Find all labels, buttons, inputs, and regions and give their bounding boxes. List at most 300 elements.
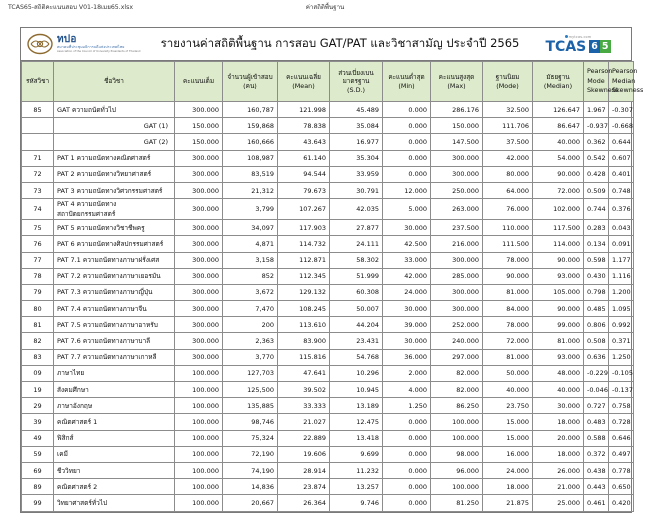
cell-pmd: 1.177 xyxy=(609,252,634,268)
cell-mode: 76.000 xyxy=(483,199,533,220)
cell-min: 4.000 xyxy=(383,382,431,398)
cell-min: 36.000 xyxy=(383,349,431,365)
cell-code: 99 xyxy=(22,495,54,511)
cell-min: 1.250 xyxy=(383,398,431,414)
cell-pms: -0.937 xyxy=(584,118,609,134)
cell-median: 40.000 xyxy=(533,134,584,150)
cell-mean: 33.333 xyxy=(278,398,330,414)
cell-count: 3,672 xyxy=(223,284,278,300)
cell-full: 300.000 xyxy=(175,268,223,284)
cell-sd: 23.431 xyxy=(330,333,383,349)
cell-min: 5.000 xyxy=(383,199,431,220)
column-header-median: มัธยฐาน (Median) xyxy=(533,62,584,102)
cell-pmd: 1.200 xyxy=(609,284,634,300)
cupt-logo xyxy=(21,28,149,61)
cell-sd: 10.296 xyxy=(330,365,383,381)
cell-code xyxy=(22,118,54,134)
cell-mode: 21.875 xyxy=(483,495,533,511)
cell-median: 20.000 xyxy=(533,430,584,446)
cell-max: 81.250 xyxy=(431,495,483,511)
cell-pmd: 0.043 xyxy=(609,220,634,236)
cell-mean: 43.643 xyxy=(278,134,330,150)
column-header-pms: Pearson Mode Skewness xyxy=(584,62,609,102)
cell-mode: 15.000 xyxy=(483,430,533,446)
cell-max: 98.000 xyxy=(431,446,483,462)
cell-sd: 13.257 xyxy=(330,479,383,495)
cell-median: 26.000 xyxy=(533,462,584,478)
cell-min: 0.000 xyxy=(383,166,431,182)
cell-mean: 79.673 xyxy=(278,182,330,198)
cell-mean: 78.838 xyxy=(278,118,330,134)
cell-full: 300.000 xyxy=(175,220,223,236)
cell-min: 12.000 xyxy=(383,182,431,198)
cell-pms: 0.636 xyxy=(584,349,609,365)
cell-pms: 0.283 xyxy=(584,220,609,236)
cell-mode: 80.000 xyxy=(483,166,533,182)
cell-pms: 0.443 xyxy=(584,479,609,495)
tcas-year-badge xyxy=(589,40,610,53)
tcas-logo xyxy=(531,28,631,61)
cell-max: 150.000 xyxy=(431,118,483,134)
cell-full: 300.000 xyxy=(175,199,223,220)
table-row xyxy=(22,317,634,333)
cell-name: คณิตศาสตร์ 1 xyxy=(54,414,175,430)
cell-min: 0.000 xyxy=(383,150,431,166)
cell-full: 300.000 xyxy=(175,166,223,182)
table-row xyxy=(22,150,634,166)
cell-min: 0.000 xyxy=(383,462,431,478)
cupt-subtitle-en: Association of the Council of University Presidents of Thailand xyxy=(57,49,141,53)
cell-name: ภาษาอังกฤษ xyxy=(54,398,175,414)
cell-min: 24.000 xyxy=(383,284,431,300)
cell-mean: 61.140 xyxy=(278,150,330,166)
cell-median: 102.000 xyxy=(533,199,584,220)
cell-sd: 13.418 xyxy=(330,430,383,446)
cell-count: 159,868 xyxy=(223,118,278,134)
cell-median: 99.000 xyxy=(533,317,584,333)
cell-pmd: 0.401 xyxy=(609,166,634,182)
tcas-year-badge-left: 6 xyxy=(591,40,598,52)
cell-count: 4,871 xyxy=(223,236,278,252)
cell-sd: 51.999 xyxy=(330,268,383,284)
cell-pms: 0.806 xyxy=(584,317,609,333)
cell-pmd: 0.748 xyxy=(609,182,634,198)
cell-sd: 27.877 xyxy=(330,220,383,236)
cell-pmd: 0.646 xyxy=(609,430,634,446)
cell-name: PAT 7.1 ความถนัดทางภาษาฝรั่งเศส xyxy=(54,252,175,268)
workbook-file-name: TCAS65-สถิติคะแนนสอบ V01-18เมย65.xlsx xyxy=(8,4,133,11)
cell-median: 72.000 xyxy=(533,182,584,198)
cell-full: 100.000 xyxy=(175,462,223,478)
cell-name: ฟิสิกส์ xyxy=(54,430,175,446)
cell-mode: 90.000 xyxy=(483,268,533,284)
cell-pmd: 0.992 xyxy=(609,317,634,333)
cell-code: 89 xyxy=(22,479,54,495)
tcas-wordmark-row xyxy=(546,40,611,54)
table-row xyxy=(22,430,634,446)
table-body xyxy=(22,102,634,512)
cell-median: 48.000 xyxy=(533,365,584,381)
cell-name: วิทยาศาสตร์ทั่วไป xyxy=(54,495,175,511)
cell-mean: 39.502 xyxy=(278,382,330,398)
cell-count: 21,312 xyxy=(223,182,278,198)
cell-mean: 108.245 xyxy=(278,301,330,317)
cell-mode: 111.500 xyxy=(483,236,533,252)
table-row xyxy=(22,414,634,430)
cell-code: 59 xyxy=(22,446,54,462)
cell-max: 100.000 xyxy=(431,414,483,430)
cell-sd: 11.232 xyxy=(330,462,383,478)
cell-median: 117.500 xyxy=(533,220,584,236)
cell-sd: 45.489 xyxy=(330,102,383,118)
cell-mean: 113.610 xyxy=(278,317,330,333)
cell-full: 300.000 xyxy=(175,284,223,300)
cell-count: 135,885 xyxy=(223,398,278,414)
cell-count: 74,190 xyxy=(223,462,278,478)
cell-mean: 28.914 xyxy=(278,462,330,478)
cell-median: 30.000 xyxy=(533,398,584,414)
cell-median: 114.000 xyxy=(533,236,584,252)
cell-mean: 107.267 xyxy=(278,199,330,220)
cell-min: 30.000 xyxy=(383,301,431,317)
cell-median: 18.000 xyxy=(533,446,584,462)
cell-code: 29 xyxy=(22,398,54,414)
table-row xyxy=(22,398,634,414)
cell-count: 160,787 xyxy=(223,102,278,118)
table-row xyxy=(22,252,634,268)
cell-sd: 50.007 xyxy=(330,301,383,317)
cell-name: สังคมศึกษา xyxy=(54,382,175,398)
cell-count: 7,470 xyxy=(223,301,278,317)
table-row xyxy=(22,182,634,198)
cell-mode: 16.000 xyxy=(483,446,533,462)
cell-mode: 78.000 xyxy=(483,252,533,268)
table-row xyxy=(22,268,634,284)
cell-pmd: 1.095 xyxy=(609,301,634,317)
cell-mode: 84.000 xyxy=(483,301,533,317)
cell-sd: 60.308 xyxy=(330,284,383,300)
table-row xyxy=(22,333,634,349)
table-header-row xyxy=(22,62,634,102)
cell-min: 33.000 xyxy=(383,252,431,268)
cell-min: 0.000 xyxy=(383,134,431,150)
cell-code: 74 xyxy=(22,199,54,220)
cell-mode: 81.000 xyxy=(483,284,533,300)
cell-pmd: -0.668 xyxy=(609,118,634,134)
cell-pmd: 0.728 xyxy=(609,414,634,430)
table-row xyxy=(22,199,634,220)
cell-min: 30.000 xyxy=(383,333,431,349)
cell-max: 300.000 xyxy=(431,284,483,300)
cell-median: 93.000 xyxy=(533,349,584,365)
cell-full: 300.000 xyxy=(175,349,223,365)
cell-full: 300.000 xyxy=(175,252,223,268)
cell-min: 42.000 xyxy=(383,268,431,284)
cell-median: 90.000 xyxy=(533,301,584,317)
cell-pms: 0.744 xyxy=(584,199,609,220)
cell-pms: 1.967 xyxy=(584,102,609,118)
cell-sd: 35.304 xyxy=(330,150,383,166)
cell-name: PAT 6 ความถนัดทางศิลปกรรมศาสตร์ xyxy=(54,236,175,252)
cell-sd: 58.302 xyxy=(330,252,383,268)
cell-pmd: 0.420 xyxy=(609,495,634,511)
cell-count: 200 xyxy=(223,317,278,333)
column-header-name: ชื่อวิชา xyxy=(54,62,175,102)
cell-mean: 22.889 xyxy=(278,430,330,446)
cell-pmd: 1.250 xyxy=(609,349,634,365)
cell-mean: 112.871 xyxy=(278,252,330,268)
cell-code: 39 xyxy=(22,414,54,430)
cell-name: GAT ความถนัดทั่วไป xyxy=(54,102,175,118)
cell-max: 82.000 xyxy=(431,382,483,398)
cell-full: 300.000 xyxy=(175,317,223,333)
cell-pms: 0.372 xyxy=(584,446,609,462)
cell-count: 14,836 xyxy=(223,479,278,495)
cell-mode: 15.000 xyxy=(483,414,533,430)
cell-mode: 24.000 xyxy=(483,462,533,478)
cell-min: 0.000 xyxy=(383,495,431,511)
cell-pmd: 0.376 xyxy=(609,199,634,220)
report-title: รายงานค่าสถิติพื้นฐาน การสอบ GAT/PAT และวิชาสามัญ ประจำปี 2565 xyxy=(160,36,520,50)
cell-pmd: -0.137 xyxy=(609,382,634,398)
cell-full: 100.000 xyxy=(175,446,223,462)
cell-sd: 54.768 xyxy=(330,349,383,365)
cell-count: 83,519 xyxy=(223,166,278,182)
cell-mode: 78.000 xyxy=(483,317,533,333)
cell-pms: 0.485 xyxy=(584,301,609,317)
cell-full: 100.000 xyxy=(175,479,223,495)
cell-pms: 0.542 xyxy=(584,150,609,166)
cell-count: 108,987 xyxy=(223,150,278,166)
cell-pms: 0.598 xyxy=(584,252,609,268)
cell-mode: 40.000 xyxy=(483,382,533,398)
cell-full: 300.000 xyxy=(175,236,223,252)
cell-count: 75,324 xyxy=(223,430,278,446)
cell-pmd: 1.116 xyxy=(609,268,634,284)
cell-sd: 24.111 xyxy=(330,236,383,252)
cell-code: 75 xyxy=(22,220,54,236)
cell-pmd: 0.091 xyxy=(609,236,634,252)
cell-sd: 35.084 xyxy=(330,118,383,134)
cell-full: 100.000 xyxy=(175,382,223,398)
cell-max: 286.176 xyxy=(431,102,483,118)
column-header-count: จำนวนผู้เข้าสอบ (คน) xyxy=(223,62,278,102)
cell-name: PAT 2 ความถนัดทางวิทยาศาสตร์ xyxy=(54,166,175,182)
cell-pms: 0.727 xyxy=(584,398,609,414)
table-row xyxy=(22,462,634,478)
cell-min: 0.000 xyxy=(383,102,431,118)
cell-sd: 9.699 xyxy=(330,446,383,462)
cell-min: 39.000 xyxy=(383,317,431,333)
cell-full: 300.000 xyxy=(175,150,223,166)
cell-count: 20,667 xyxy=(223,495,278,511)
cell-max: 82.000 xyxy=(431,365,483,381)
cell-count: 3,158 xyxy=(223,252,278,268)
cell-min: 0.000 xyxy=(383,414,431,430)
cell-mode: 81.000 xyxy=(483,349,533,365)
cell-max: 147.500 xyxy=(431,134,483,150)
cell-full: 150.000 xyxy=(175,134,223,150)
cell-pms: 0.509 xyxy=(584,182,609,198)
cell-pmd: 0.497 xyxy=(609,446,634,462)
cell-mode: 72.000 xyxy=(483,333,533,349)
cell-pms: 0.483 xyxy=(584,414,609,430)
cell-name: GAT (2) xyxy=(54,134,175,150)
cell-mean: 26.364 xyxy=(278,495,330,511)
cell-count: 34,097 xyxy=(223,220,278,236)
table-row xyxy=(22,479,634,495)
cell-pms: -0.229 xyxy=(584,365,609,381)
cell-code: 81 xyxy=(22,317,54,333)
cell-name: PAT 4 ความถนัดทางสถาปัตยกรรมศาสตร์ xyxy=(54,199,175,220)
cell-sd: 44.204 xyxy=(330,317,383,333)
cell-mean: 21.027 xyxy=(278,414,330,430)
worksheet-name: ค่าสถิติพื้นฐาน xyxy=(305,4,345,11)
column-header-mean: คะแนนเฉลี่ย (Mean) xyxy=(278,62,330,102)
cell-median: 86.647 xyxy=(533,118,584,134)
table-row xyxy=(22,301,634,317)
cell-median: 81.000 xyxy=(533,333,584,349)
cell-median: 40.000 xyxy=(533,382,584,398)
cell-sd: 10.945 xyxy=(330,382,383,398)
tcas-site-text: mytcas.com xyxy=(568,34,592,39)
cell-min: 42.500 xyxy=(383,236,431,252)
cell-code: 69 xyxy=(22,462,54,478)
globe-icon xyxy=(565,35,568,38)
cell-median: 54.000 xyxy=(533,150,584,166)
column-header-pmd: Pearson Median Skewness xyxy=(609,62,634,102)
cell-name: PAT 3 ความถนัดทางวิศวกรรมศาสตร์ xyxy=(54,182,175,198)
cell-max: 86.250 xyxy=(431,398,483,414)
cell-mean: 114.732 xyxy=(278,236,330,252)
cell-min: 0.000 xyxy=(383,479,431,495)
cupt-subtitle-th: สมาคมที่ประชุมอธิการบดีแห่งประเทศไทย xyxy=(57,45,125,50)
cell-code: 76 xyxy=(22,236,54,252)
cell-pms: 0.508 xyxy=(584,333,609,349)
cell-mode: 37.500 xyxy=(483,134,533,150)
cell-pms: 0.588 xyxy=(584,430,609,446)
cell-count: 125,500 xyxy=(223,382,278,398)
cell-mean: 121.998 xyxy=(278,102,330,118)
cell-median: 93.000 xyxy=(533,268,584,284)
cell-name: PAT 7.4 ความถนัดทางภาษาจีน xyxy=(54,301,175,317)
cell-count: 2,363 xyxy=(223,333,278,349)
cell-max: 252.000 xyxy=(431,317,483,333)
cell-name: PAT 1 ความถนัดทางคณิตศาสตร์ xyxy=(54,150,175,166)
column-header-mode: ฐานนิยม (Mode) xyxy=(483,62,533,102)
cell-mean: 115.816 xyxy=(278,349,330,365)
cell-max: 300.000 xyxy=(431,166,483,182)
column-header-sd: ส่วนเบี่ยงเบน มาตรฐาน (S.D.) xyxy=(330,62,383,102)
cell-max: 100.000 xyxy=(431,430,483,446)
table-row xyxy=(22,349,634,365)
cell-median: 126.647 xyxy=(533,102,584,118)
cell-name: ชีววิทยา xyxy=(54,462,175,478)
cell-full: 300.000 xyxy=(175,333,223,349)
cell-count: 160,666 xyxy=(223,134,278,150)
statistics-table xyxy=(21,61,644,512)
table-row xyxy=(22,236,634,252)
cell-min: 2.000 xyxy=(383,365,431,381)
cell-code xyxy=(22,134,54,150)
tcas-year-badge-right: 5 xyxy=(601,40,609,52)
cell-mode: 42.000 xyxy=(483,150,533,166)
cell-count: 127,703 xyxy=(223,365,278,381)
cell-name: คณิตศาสตร์ 2 xyxy=(54,479,175,495)
cell-code: 82 xyxy=(22,333,54,349)
cell-pmd: -0.307 xyxy=(609,102,634,118)
report-title-band xyxy=(21,28,631,61)
cell-pmd: 0.650 xyxy=(609,479,634,495)
cell-count: 3,799 xyxy=(223,199,278,220)
cell-median: 105.000 xyxy=(533,284,584,300)
print-header xyxy=(0,2,650,16)
cell-pms: -0.046 xyxy=(584,382,609,398)
cell-full: 100.000 xyxy=(175,365,223,381)
cell-pms: 0.430 xyxy=(584,268,609,284)
tcas-site-label xyxy=(565,35,592,39)
cell-full: 100.000 xyxy=(175,495,223,511)
cell-sd: 12.475 xyxy=(330,414,383,430)
cell-mode: 111.706 xyxy=(483,118,533,134)
cell-sd: 16.977 xyxy=(330,134,383,150)
cell-pmd: 0.778 xyxy=(609,462,634,478)
cell-code: 73 xyxy=(22,182,54,198)
cell-pmd: 0.371 xyxy=(609,333,634,349)
cell-code: 72 xyxy=(22,166,54,182)
cell-name: ภาษาไทย xyxy=(54,365,175,381)
cell-full: 300.000 xyxy=(175,301,223,317)
cell-code: 78 xyxy=(22,268,54,284)
cell-code: 79 xyxy=(22,284,54,300)
cell-code: 09 xyxy=(22,365,54,381)
cell-full: 100.000 xyxy=(175,430,223,446)
cell-code: 19 xyxy=(22,382,54,398)
cell-mode: 18.000 xyxy=(483,479,533,495)
cell-mean: 47.641 xyxy=(278,365,330,381)
table-row xyxy=(22,220,634,236)
table-row xyxy=(22,382,634,398)
cell-sd: 13.189 xyxy=(330,398,383,414)
cell-max: 250.000 xyxy=(431,182,483,198)
cell-max: 300.000 xyxy=(431,150,483,166)
cell-count: 3,770 xyxy=(223,349,278,365)
cell-name: GAT (1) xyxy=(54,118,175,134)
cell-mode: 110.000 xyxy=(483,220,533,236)
cell-name: PAT 7.2 ความถนัดทางภาษาเยอรมัน xyxy=(54,268,175,284)
cell-full: 300.000 xyxy=(175,102,223,118)
cell-mean: 94.544 xyxy=(278,166,330,182)
cell-mean: 23.874 xyxy=(278,479,330,495)
cell-code: 49 xyxy=(22,430,54,446)
table-row xyxy=(22,495,634,511)
cell-sd: 42.035 xyxy=(330,199,383,220)
cell-pms: 0.428 xyxy=(584,166,609,182)
cell-max: 300.000 xyxy=(431,301,483,317)
cell-sd: 30.791 xyxy=(330,182,383,198)
cell-pms: 0.798 xyxy=(584,284,609,300)
column-header-max: คะแนนสูงสุด (Max) xyxy=(431,62,483,102)
cell-max: 297.000 xyxy=(431,349,483,365)
table-row xyxy=(22,102,634,118)
cell-code: 71 xyxy=(22,150,54,166)
cell-name: PAT 7.5 ความถนัดทางภาษาอาหรับ xyxy=(54,317,175,333)
cell-count: 72,190 xyxy=(223,446,278,462)
column-header-code: รหัสวิชา xyxy=(22,62,54,102)
table-row xyxy=(22,166,634,182)
cell-median: 90.000 xyxy=(533,166,584,182)
cell-full: 150.000 xyxy=(175,118,223,134)
